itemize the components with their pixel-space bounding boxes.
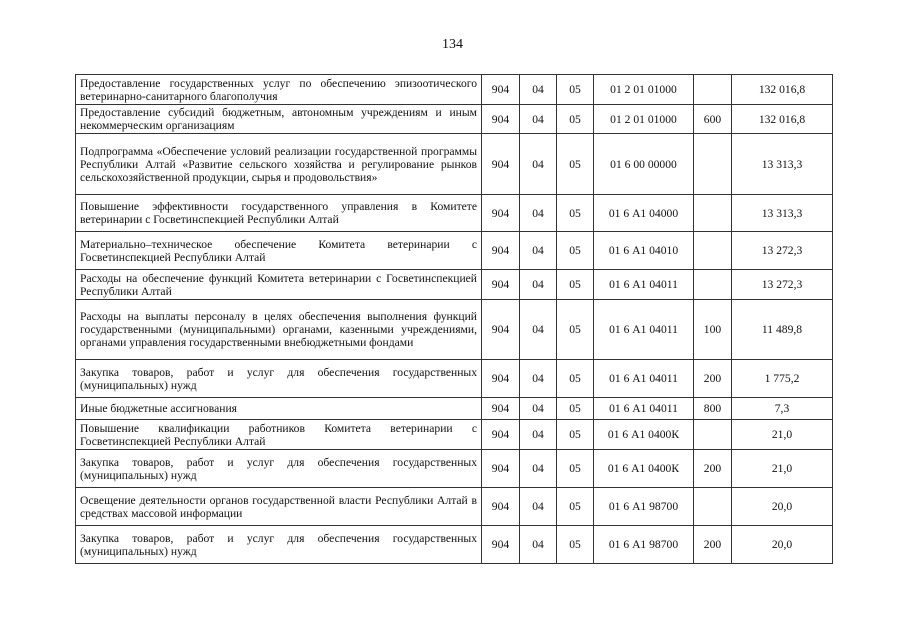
subsection-code: 05 bbox=[557, 526, 594, 564]
table-row bbox=[76, 526, 833, 564]
grbs-code: 904 bbox=[482, 232, 520, 270]
budget-table bbox=[75, 74, 833, 564]
section-code: 04 bbox=[520, 526, 557, 564]
target-article-code: 01 6 А1 0400К bbox=[594, 420, 694, 450]
amount: 20,0 bbox=[732, 526, 833, 564]
grbs-code: 904 bbox=[482, 420, 520, 450]
subsection-code: 05 bbox=[557, 195, 594, 232]
section-code: 04 bbox=[520, 450, 557, 488]
section-code: 04 bbox=[520, 232, 557, 270]
section-code: 04 bbox=[520, 300, 557, 360]
amount: 20,0 bbox=[732, 488, 833, 526]
amount: 13 272,3 bbox=[732, 270, 833, 300]
expense-name: Предоставление субсидий бюджетным, автономным учреждениям и иным некоммерческим организациям bbox=[76, 105, 482, 134]
grbs-code: 904 bbox=[482, 270, 520, 300]
grbs-code: 904 bbox=[482, 75, 520, 105]
table-row bbox=[76, 75, 833, 105]
grbs-code: 904 bbox=[482, 526, 520, 564]
target-article-code: 01 6 А1 98700 bbox=[594, 488, 694, 526]
grbs-code: 904 bbox=[482, 134, 520, 195]
target-article-code: 01 6 А1 04010 bbox=[594, 232, 694, 270]
expense-name: Иные бюджетные ассигнования bbox=[76, 398, 482, 420]
expense-type-code bbox=[694, 232, 732, 270]
grbs-code: 904 bbox=[482, 488, 520, 526]
subsection-code: 05 bbox=[557, 270, 594, 300]
section-code: 04 bbox=[520, 75, 557, 105]
subsection-code: 05 bbox=[557, 75, 594, 105]
expense-type-code bbox=[694, 75, 732, 105]
section-code: 04 bbox=[520, 105, 557, 134]
expense-name: Освещение деятельности органов государственной власти Республики Алтай в средствах массовой информации bbox=[76, 488, 482, 526]
subsection-code: 05 bbox=[557, 232, 594, 270]
target-article-code: 01 2 01 01000 bbox=[594, 105, 694, 134]
target-article-code: 01 2 01 01000 bbox=[594, 75, 694, 105]
amount: 1 775,2 bbox=[732, 360, 833, 398]
target-article-code: 01 6 А1 04011 bbox=[594, 360, 694, 398]
table-row bbox=[76, 450, 833, 488]
table-row bbox=[76, 398, 833, 420]
expense-name: Повышение квалификации работников Комитета ветеринарии с Госветинспекцией Республики Алтай bbox=[76, 420, 482, 450]
expense-name: Расходы на выплаты персоналу в целях обеспечения выполнения функций государственными (муниципальными) органами, казенными учреждениями, органами управления государственными внебюджетными фондами bbox=[76, 300, 482, 360]
expense-name: Предоставление государственных услуг по обеспечению эпизоотического ветеринарно-санитарного благополучия bbox=[76, 75, 482, 105]
grbs-code: 904 bbox=[482, 195, 520, 232]
expense-type-code: 800 bbox=[694, 398, 732, 420]
grbs-code: 904 bbox=[482, 398, 520, 420]
table-row bbox=[76, 195, 833, 232]
table-row bbox=[76, 300, 833, 360]
subsection-code: 05 bbox=[557, 420, 594, 450]
subsection-code: 05 bbox=[557, 360, 594, 398]
expense-name: Подпрограмма «Обеспечение условий реализации государственной программы Республики Алтай «Развитие сельского хозяйства и регулирование рынков сельскохозяйственной продукции, сырья и продовольствия» bbox=[76, 134, 482, 195]
target-article-code: 01 6 А1 04011 bbox=[594, 398, 694, 420]
expense-type-code bbox=[694, 195, 732, 232]
subsection-code: 05 bbox=[557, 105, 594, 134]
expense-type-code: 100 bbox=[694, 300, 732, 360]
section-code: 04 bbox=[520, 195, 557, 232]
expense-name: Повышение эффективности государственного управления в Комитете ветеринарии с Госветинспекцией Республики Алтай bbox=[76, 195, 482, 232]
subsection-code: 05 bbox=[557, 488, 594, 526]
section-code: 04 bbox=[520, 360, 557, 398]
expense-type-code bbox=[694, 134, 732, 195]
grbs-code: 904 bbox=[482, 105, 520, 134]
table-row bbox=[76, 488, 833, 526]
table-row bbox=[76, 105, 833, 134]
table-row bbox=[76, 420, 833, 450]
subsection-code: 05 bbox=[557, 134, 594, 195]
subsection-code: 05 bbox=[557, 398, 594, 420]
table-row bbox=[76, 270, 833, 300]
amount: 132 016,8 bbox=[732, 75, 833, 105]
expense-name: Расходы на обеспечение функций Комитета ветеринарии с Госветинспекцией Республики Алтай bbox=[76, 270, 482, 300]
section-code: 04 bbox=[520, 488, 557, 526]
section-code: 04 bbox=[520, 270, 557, 300]
target-article-code: 01 6 А1 04011 bbox=[594, 270, 694, 300]
page-number: 134 bbox=[442, 37, 463, 52]
section-code: 04 bbox=[520, 134, 557, 195]
expense-type-code bbox=[694, 270, 732, 300]
amount: 13 313,3 bbox=[732, 195, 833, 232]
target-article-code: 01 6 А1 98700 bbox=[594, 526, 694, 564]
grbs-code: 904 bbox=[482, 300, 520, 360]
amount: 21,0 bbox=[732, 450, 833, 488]
section-code: 04 bbox=[520, 398, 557, 420]
amount: 21,0 bbox=[732, 420, 833, 450]
table-row bbox=[76, 360, 833, 398]
expense-type-code: 200 bbox=[694, 450, 732, 488]
grbs-code: 904 bbox=[482, 360, 520, 398]
table-row bbox=[76, 134, 833, 195]
amount: 13 272,3 bbox=[732, 232, 833, 270]
expense-type-code: 200 bbox=[694, 360, 732, 398]
subsection-code: 05 bbox=[557, 300, 594, 360]
target-article-code: 01 6 00 00000 bbox=[594, 134, 694, 195]
target-article-code: 01 6 А1 04000 bbox=[594, 195, 694, 232]
expense-type-code: 200 bbox=[694, 526, 732, 564]
expense-name: Закупка товаров, работ и услуг для обеспечения государственных (муниципальных) нужд bbox=[76, 526, 482, 564]
table-row bbox=[76, 232, 833, 270]
target-article-code: 01 6 А1 0400К bbox=[594, 450, 694, 488]
amount: 7,3 bbox=[732, 398, 833, 420]
expense-type-code bbox=[694, 488, 732, 526]
expense-name: Закупка товаров, работ и услуг для обеспечения государственных (муниципальных) нужд bbox=[76, 360, 482, 398]
subsection-code: 05 bbox=[557, 450, 594, 488]
section-code: 04 bbox=[520, 420, 557, 450]
expense-name: Закупка товаров, работ и услуг для обеспечения государственных (муниципальных) нужд bbox=[76, 450, 482, 488]
grbs-code: 904 bbox=[482, 450, 520, 488]
amount: 132 016,8 bbox=[732, 105, 833, 134]
expense-name: Материально–техническое обеспечение Комитета ветеринарии с Госветинспекцией Республики Алтай bbox=[76, 232, 482, 270]
expense-type-code bbox=[694, 420, 732, 450]
amount: 13 313,3 bbox=[732, 134, 833, 195]
expense-type-code: 600 bbox=[694, 105, 732, 134]
target-article-code: 01 6 А1 04011 bbox=[594, 300, 694, 360]
amount: 11 489,8 bbox=[732, 300, 833, 360]
